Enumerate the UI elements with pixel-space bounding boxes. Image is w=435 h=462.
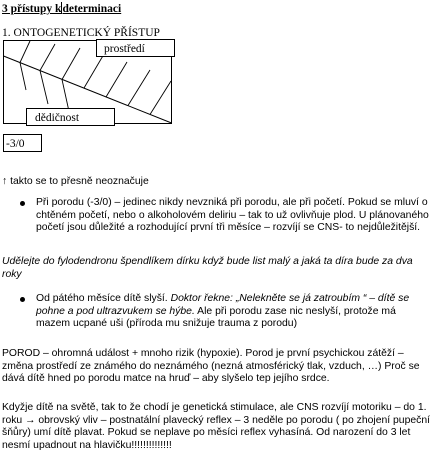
bullet-dot: [20, 201, 25, 206]
bullet-hearing-lead: Od pátého měsíce dítě slyší.: [36, 293, 168, 304]
bullet-birth-text: – jedinec nikdy nevzniká při porodu, ale při početí. Pokud se mluví o chtěném početí, nebo o alkoholovém deliriu – tak to už ovlivňuje plod. U plánovaného početí jsou důležité a rozhodující první tři měsíce – rozvíjí se CNS- to nejdůležitější.: [36, 197, 429, 234]
heredity-label: dědičnost: [35, 112, 80, 124]
determination-diagram: [0, 36, 200, 154]
bullet-hearing-text: Ale při porodu zase nic neslyší, protože má mazem ucpané uši (příroda mu snižuje trauma z porodu): [36, 305, 396, 330]
ontogenetic-title: 1. ONTOGENETICKÝ PŘÍSTUP: [2, 27, 160, 39]
heading-part-1: 3 přístupy k: [2, 3, 62, 15]
bullet-birth-lead: Při porodu (-3/0): [36, 197, 112, 208]
environment-label: prostředí: [104, 43, 145, 55]
motorics-paragraph: Kdyžje dítě na světě, tak to že chodí je genetická stimulace, ale CNS rozvíjí motoriku – do 1. roku → obrovský vliv – postnatální plavecký reflex – 3 neděle po porodu ( po zhojení pupeční šňůry) umí dítě plavat. Pokud se neplave po měsíci reflex vyhasíná. Od narození do 3 let nesmí upadnout na hlavičku!!!!!!!!!!!!!!: [2, 402, 430, 452]
section-heading: [2, 2, 121, 16]
bullet-hearing: [20, 293, 432, 331]
scale-label: -3/0: [6, 138, 25, 150]
bullet-birth: [20, 197, 432, 235]
italic-note: Udělejte do fylodendronu špendlíkem dírku když bude list malý a jaká ta díra bude za dva roky: [2, 256, 413, 280]
arrow-note: ↑ takto se to přesně neoznačuje: [2, 176, 149, 187]
heading-part-2: determinaci: [62, 3, 122, 15]
bullet-hearing-quote: Doktor řekne: „Nelekněte se já zatroubím “ – dítě se pohne a pod ultrazvukem se hýbe.: [36, 293, 410, 317]
bullet-dot: [20, 297, 25, 302]
porod-paragraph: POROD – ohromná událost + mnoho rizik (hypoxie). Porod je první psychickou zátěží – změna prostředí ze známého do neznámého (nezná atmosférický tlak, vzduch, …) Proč se dává dítě hned po porodu matce na hruď – aby slyšelo tep jejího srdce.: [2, 348, 420, 385]
